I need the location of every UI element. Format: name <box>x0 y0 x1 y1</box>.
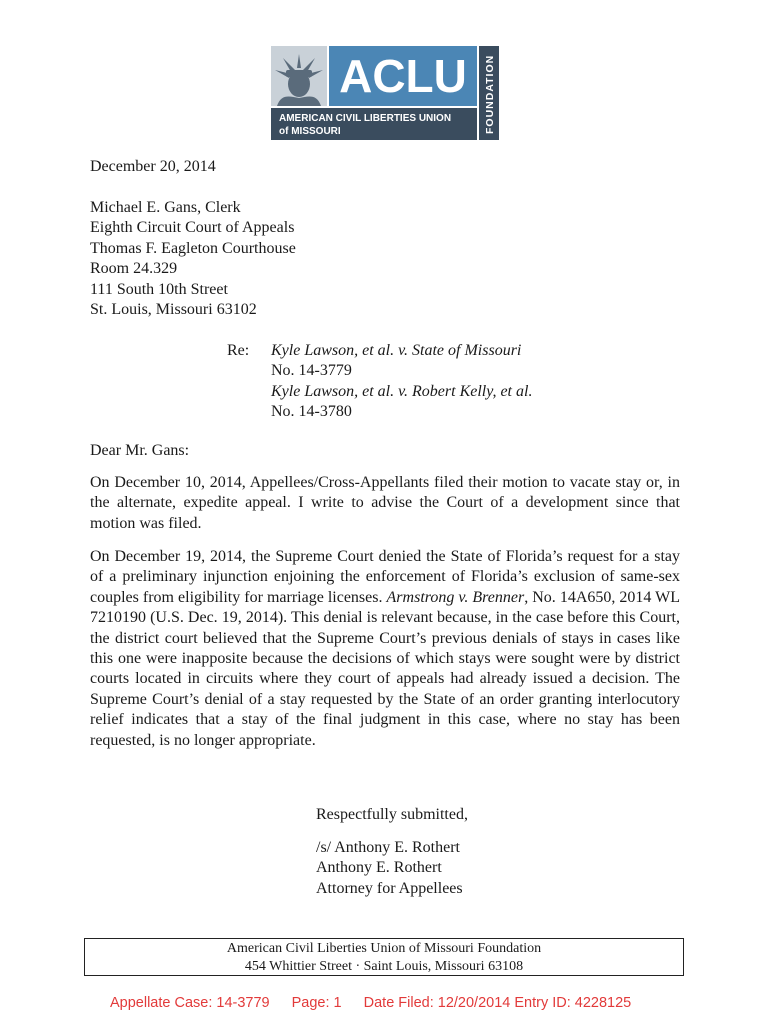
paragraph-text: , No. 14A650, 2014 WL 7210190 (U.S. Dec. 19, 2014). This denial is relevant because, in the case before this Court, the district court believed that the Supreme Court’s previous denials of stays in cases like this one were inapposite because the decisions of which stays were sought were by district courts located in circuits where they court of appeals had already issued a decision. The Supreme Court’s denial of a stay requested by the State of an order granting interlocutory relief indicates that a stay of the final judgment in this case, where no stay has been requested, is no longer appropriate. <box>90 588 681 749</box>
paragraph-text: On December 19, 2014, the Supreme Court denied the State of Florida’s request for a stay of a preliminary injunction enjoining the enforcement of Florida’s exclusion of same-sex couples from eligibility for marriage licenses. <box>90 548 680 606</box>
stamp-page: Page: 1 <box>291 995 342 1011</box>
footer-org: American Civil Liberties Union of Missouri Foundation <box>226 941 542 956</box>
aclu-logo <box>271 46 499 140</box>
letter-date: December 20, 2014 <box>90 158 216 175</box>
closing: Respectfully submitted, <box>316 806 468 823</box>
stamp-case: Appellate Case: 14-3779 <box>110 995 270 1011</box>
court-filing-stamp <box>110 995 653 1011</box>
recipient-line: Thomas F. Eagleton Courthouse <box>90 239 296 257</box>
signer-name: Anthony E. Rothert <box>316 859 442 877</box>
logo-foundation: FOUNDATION <box>484 54 496 134</box>
logo-line2: of MISSOURI <box>279 126 341 137</box>
body-paragraph-1: On December 10, 2014, Appellees/Cross-Appellants filed their motion to vacate stay or, in the alternate, expedite appeal. I write to advise the Court of a development since that motion was filed. <box>90 474 680 532</box>
recipient-line: Room 24.329 <box>90 260 178 278</box>
re-block <box>271 341 532 423</box>
recipient-line: Eighth Circuit Court of Appeals <box>90 219 295 237</box>
re-label: Re: <box>227 342 250 359</box>
case-caption-1: Kyle Lawson, et al. v. State of Missouri <box>271 342 522 359</box>
case-citation: Armstrong v. Brenner <box>386 588 525 606</box>
logo-acronym: ACLU <box>339 50 467 102</box>
closing-block <box>316 805 468 825</box>
recipient-address <box>90 198 296 320</box>
footer-address: 454 Whittier Street · Saint Louis, Missouri 63108 <box>244 958 524 974</box>
letterhead-footer <box>84 938 684 976</box>
recipient-line: Michael E. Gans, Clerk <box>90 199 241 216</box>
case-number-2: No. 14-3780 <box>271 403 352 421</box>
stamp-filed: Date Filed: 12/20/2014 Entry ID: 4228125 <box>363 995 632 1011</box>
signature-block <box>316 838 463 899</box>
electronic-signature: /s/ Anthony E. Rothert <box>316 839 460 856</box>
recipient-line: St. Louis, Missouri 63102 <box>90 301 257 319</box>
body-paragraph-2 <box>90 547 680 751</box>
recipient-line: 111 South 10th Street <box>90 280 228 298</box>
logo-line1: AMERICAN CIVIL LIBERTIES UNION <box>279 113 452 124</box>
signer-title: Attorney for Appellees <box>316 879 463 897</box>
case-number-1: No. 14-3779 <box>271 362 352 380</box>
case-caption-2: Kyle Lawson, et al. v. Robert Kelly, et al. <box>271 382 533 400</box>
salutation: Dear Mr. Gans: <box>90 442 190 459</box>
